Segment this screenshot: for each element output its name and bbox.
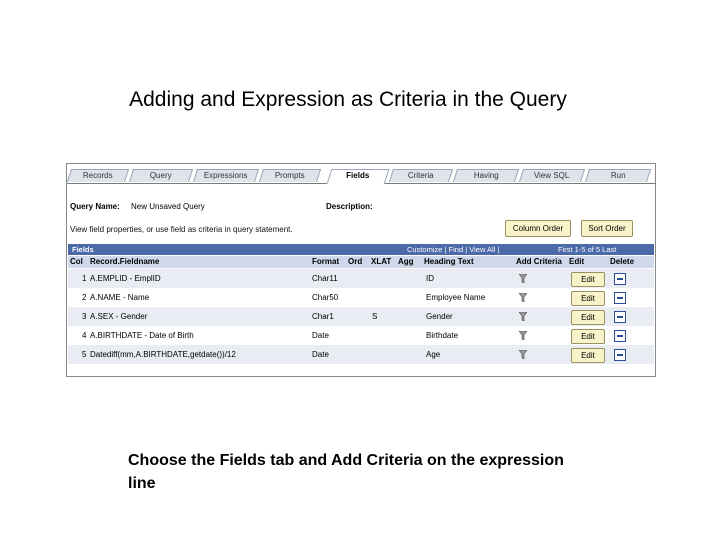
delete-row-icon[interactable]: [614, 273, 626, 285]
row-xlat: S: [372, 312, 378, 321]
table-row: [68, 269, 654, 288]
delete-row-icon[interactable]: [614, 292, 626, 304]
tab-fields[interactable]: Fields: [327, 169, 390, 184]
edit-button[interactable]: Edit: [571, 310, 605, 325]
table-row: [68, 345, 654, 364]
tab-view-sql[interactable]: View SQL: [519, 169, 585, 182]
edit-button[interactable]: Edit: [571, 348, 605, 363]
query-manager-panel: [66, 163, 656, 377]
header-agg: Agg: [398, 257, 414, 266]
tab-run[interactable]: Run: [585, 169, 651, 182]
row-col: 5: [82, 350, 87, 359]
query-name-label: Query Name:: [70, 202, 120, 211]
delete-row-icon[interactable]: [614, 349, 626, 361]
row-format: Char50: [312, 293, 339, 302]
tab-records[interactable]: Records: [67, 169, 129, 182]
tab-criteria[interactable]: Criteria: [389, 169, 453, 182]
row-col: 1: [82, 274, 87, 283]
description-label: Description:: [326, 202, 373, 211]
slide-caption: Choose the Fields tab and Add Criteria on the expression line: [128, 452, 564, 492]
grid-title: Fields: [72, 245, 94, 254]
delete-row-icon[interactable]: [614, 330, 626, 342]
table-row: [68, 288, 654, 307]
grid-title-bar: [68, 244, 654, 255]
column-order-button[interactable]: Column Order: [505, 220, 571, 237]
add-criteria-icon[interactable]: [519, 312, 527, 321]
table-row: [68, 326, 654, 345]
header-record-fieldname: Record.Fieldname: [90, 257, 160, 266]
table-row: [68, 307, 654, 326]
query-name-value: New Unsaved Query: [131, 202, 205, 211]
row-heading: Employee Name: [426, 293, 486, 302]
row-col: 2: [82, 293, 87, 302]
header-add-criteria: Add Criteria: [516, 257, 562, 266]
add-criteria-icon[interactable]: [519, 293, 527, 302]
row-format: Char1: [312, 312, 334, 321]
header-delete: Delete: [610, 257, 635, 266]
row-col: 4: [82, 331, 87, 340]
row-heading: Age: [426, 350, 441, 359]
tab-expressions[interactable]: Expressions: [193, 169, 259, 182]
tab-strip: [67, 169, 655, 184]
header-format: Format: [312, 257, 340, 266]
slide-title: Adding and Expression as Criteria in the Query: [129, 88, 567, 111]
row-field: A.SEX - Gender: [90, 312, 148, 321]
row-heading: ID: [426, 274, 434, 283]
row-format: Date: [312, 331, 329, 340]
fields-instruction: View field properties, or use field as criteria in query statement.: [70, 225, 293, 234]
tab-query[interactable]: Query: [129, 169, 193, 182]
row-format: Date: [312, 350, 329, 359]
header-col: Col: [70, 257, 83, 266]
sort-order-button[interactable]: Sort Order: [581, 220, 633, 237]
tab-prompts[interactable]: Prompts: [259, 169, 321, 182]
header-xlat: XLAT: [371, 257, 392, 266]
grid-pager[interactable]: First 1-5 of 5 Last: [558, 245, 617, 254]
grid-nav-links[interactable]: Customize | Find | View All |: [407, 245, 500, 254]
row-heading: Birthdate: [426, 331, 459, 340]
tab-having[interactable]: Having: [453, 169, 519, 182]
header-heading-text: Heading Text: [424, 257, 474, 266]
add-criteria-icon[interactable]: [519, 274, 527, 283]
row-format: Char11: [312, 274, 338, 283]
row-field: A.BIRTHDATE - Date of Birth: [90, 331, 194, 340]
edit-button[interactable]: Edit: [571, 272, 605, 287]
row-field: A.NAME - Name: [90, 293, 150, 302]
row-heading: Gender: [426, 312, 453, 321]
grid-column-headers: [68, 256, 654, 268]
row-col: 3: [82, 312, 87, 321]
row-field: Datediff(mm,A.BIRTHDATE,getdate())/12: [90, 350, 236, 359]
edit-button[interactable]: Edit: [571, 329, 605, 344]
row-field: A.EMPLID - EmplID: [90, 274, 161, 283]
add-criteria-icon[interactable]: [519, 350, 527, 359]
edit-button[interactable]: Edit: [571, 291, 605, 306]
header-edit: Edit: [569, 257, 585, 266]
delete-row-icon[interactable]: [614, 311, 626, 323]
add-criteria-icon[interactable]: [519, 331, 527, 340]
header-ord: Ord: [348, 257, 363, 266]
